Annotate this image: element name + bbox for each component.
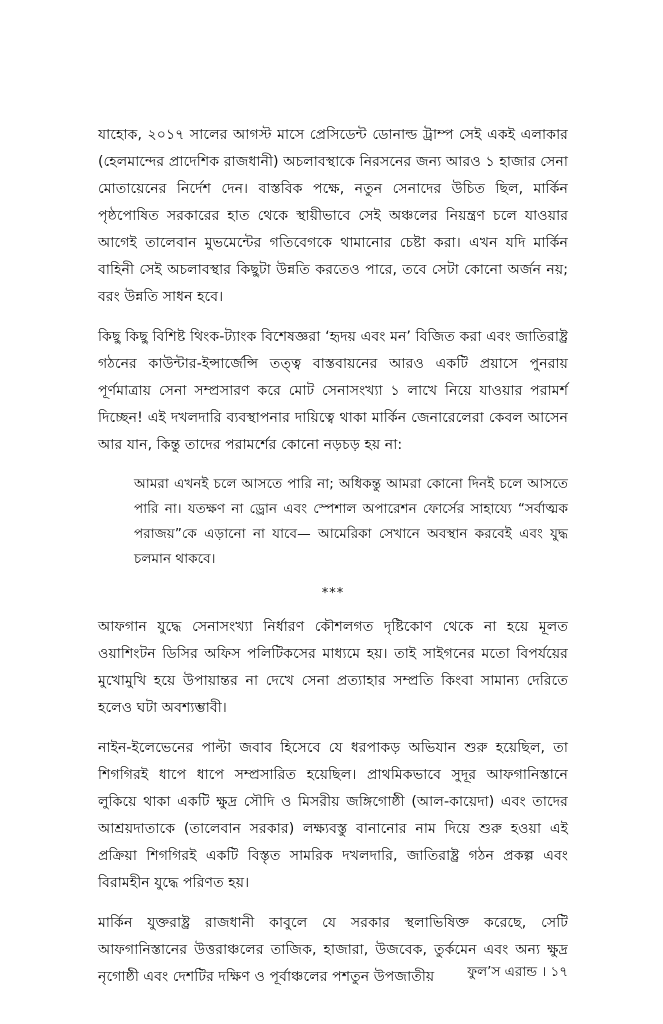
footer-divider: । [541,964,547,980]
page-footer [467,962,568,982]
section-separator: *** [321,586,345,601]
paragraph-3: আফগান যুদ্ধে সেনাসংখ্যা নির্ধারণ কৌশলগত দৃষ্টিকোণ থেকে না হয়ে মূলত ওয়াশিংটন ডিসির অফিস পলিটিকসের মাধ্যমে হয়। তাই সাইগনের মতো বিপর্যয়ের মুখোমুখি হয়ে উপায়ান্তর না দেখে সেনা প্রত্যাহার সম্প্রতি কিংবা সামান্য দেরিতে হলেও ঘটা অবশ্যম্ভাবী। [98,619,568,716]
running-title: ফুল’স এরান্ড [467,964,538,980]
paragraph-1: যাহোক, ২০১৭ সালের আগস্ট মাসে প্রেসিডেন্ট ডোনাল্ড ট্রাম্প সেই একই এলাকার (হেলমান্দের প্রাদেশিক রাজধানী) অচলাবস্থাকে নিরসনের জন্য আরও ১ হাজার সেনা মোতায়েনের নির্দেশ দেন। বাস্তবিক পক্ষে, নতুন সেনাদের উচিত ছিল, মার্কিন পৃষ্ঠপোষিত সরকারের হাত থেকে স্থায়ীভাবে সেই অঞ্চলের নিয়ন্ত্রণ চলে যাওয়ার আগেই তালেবান মুভমেন্টের গতিবেগকে থামানোর চেষ্টা করা। এখন যদি মার্কিন বাহিনী সেই অচলাবস্থার কিছুটা উন্নতি করতেও পারে, তবে সেটা কোনো অর্জন নয়; বরং উন্নতি সাধন হবে। [98,127,568,305]
paragraph-2: কিছু কিছু বিশিষ্ট থিংক-ট্যাংক বিশেষজ্ঞরা ‘হৃদয় এবং মন’ বিজিত করা এবং জাতিরাষ্ট্র গঠনের কাউন্টার-ইন্সার্জেন্সি তত্ত্ব বাস্তবায়নের আরও একটি প্রয়াসে পুনরায় পূর্ণমাত্রায় সেনা সম্প্রসারণ করে মোট সেনাসংখ্যা ১ লাখে নিয়ে যাওয়ার পরামর্শ দিচ্ছেন! এই দখলদারি ব্যবস্থাপনার দায়িত্বে থাকা মার্কিন জেনারেলেরা কেবল আসেন আর যান, কিন্তু তাদের পরামর্শের কোনো নড়চড় হয় না: [98,329,568,453]
body-text [98,122,568,1004]
block-quote: আমরা এখনই চলে আসতে পারি না; অধিকন্তু আমরা কোনো দিনই চলে আসতে পারি না। যতক্ষণ না ড্রোন এবং স্পেশাল অপারেশন ফোর্সের সাহায্যে “সর্বাত্মক পরাজয়”কে এড়ানো না যাবে— আমেরিকা সেখানে অবস্থান করবেই এবং যুদ্ধ চলমান থাকবে। [134,476,568,567]
page-number: ১৭ [550,964,568,980]
paragraph-4: নাইন-ইলেভেনের পাল্টা জবাব হিসেবে যে ধরপাকড় অভিযান শুরু হয়েছিল, তা শিগগিরই ধাপে ধাপে সম্প্রসারিত হয়েছিল। প্রাথমিকভাবে সুদূর আফগানিস্তানে লুকিয়ে থাকা একটি ক্ষুদ্র সৌদি ও মিসরীয় জঙ্গিগোষ্ঠী (আল-কায়েদা) এবং তাদের আশ্রয়দাতাকে (তালেবান সরকার) লক্ষ্যবস্তু বানানোর নাম দিয়ে শুরু হওয়া এই প্রক্রিয়া শিগগিরই একটি বিস্তৃত সামরিক দখলদারি, জাতিরাষ্ট্র গঠন প্রকল্প এবং বিরামহীন যুদ্ধে পরিণত হয়। [98,740,568,891]
paragraph-5: মার্কিন যুক্তরাষ্ট্র রাজধানী কাবুলে যে সরকার স্থলাভিষিক্ত করেছে, সেটি আফগানিস্তানের উত্তরাঞ্চলের তাজিক, হাজারা, উজবেক, তুর্কমেন এবং অন্য ক্ষুদ্র নৃগোষ্ঠী এবং দেশটির দক্ষিণ ও পূর্বাঞ্চলের পশতুন উপজাতীয় [98,915,568,985]
